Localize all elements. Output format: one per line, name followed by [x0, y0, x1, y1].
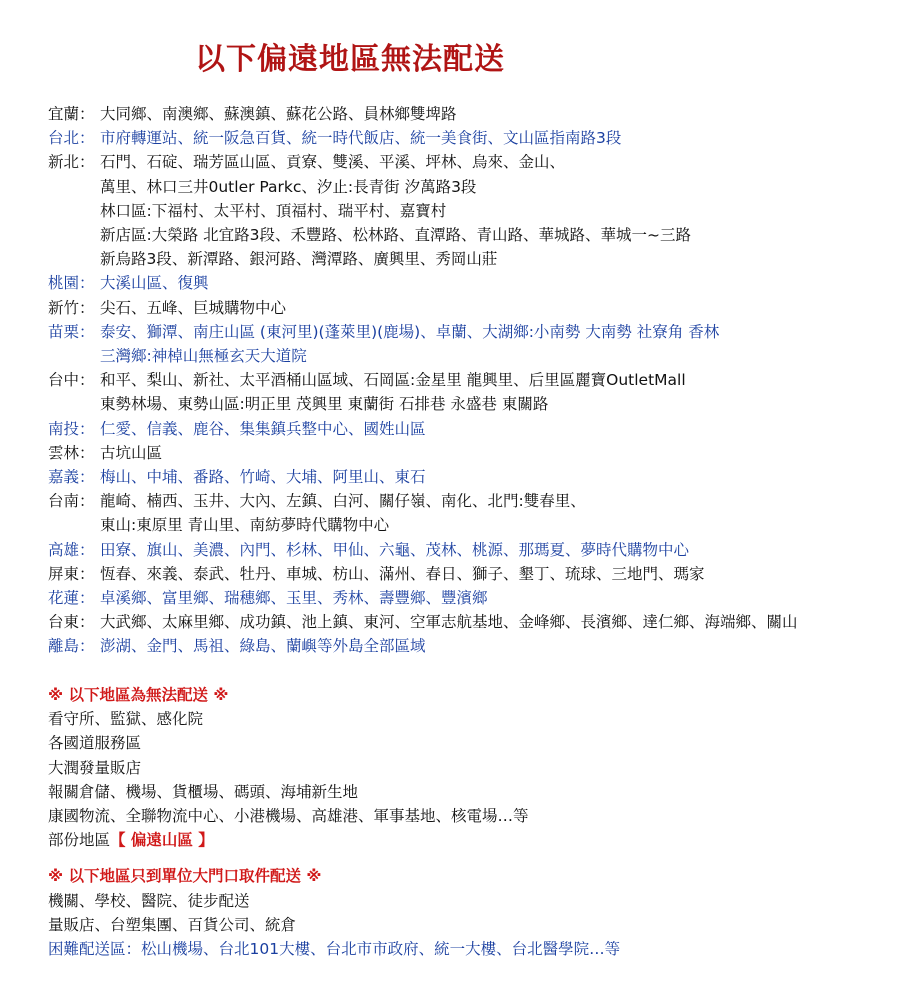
region-row	[48, 223, 898, 247]
region-label	[48, 175, 100, 199]
region-row	[48, 247, 898, 271]
region-label	[48, 223, 100, 247]
page-title: 以下偏遠地區無法配送	[195, 42, 505, 77]
region-label	[48, 344, 100, 368]
notes-section	[48, 683, 898, 961]
region-row	[48, 417, 898, 441]
region-label: 南投：	[48, 419, 95, 438]
region-areas: 恆春、來義、泰武、牡丹、車城、枋山、滿州、春日、獅子、墾丁、琉球、三地門、瑪家	[100, 564, 705, 583]
region-list	[48, 102, 898, 659]
region-areas: 澎湖、金門、馬祖、綠島、蘭嶼等外島全部區域	[100, 637, 426, 656]
region-areas: 三灣鄉:神棹山無極玄天大道院	[100, 347, 307, 366]
region-row	[48, 586, 898, 610]
region-row	[48, 538, 898, 562]
region-label: 台中：	[48, 371, 95, 390]
region-areas: 東山:東原里 青山里、南紡夢時代購物中心	[100, 516, 390, 535]
region-label: 屏東：	[48, 564, 95, 583]
region-areas: 大武鄉、太麻里鄉、成功鎮、池上鎮、東河、空軍志航基地、金峰鄉、長濱鄉、達仁鄉、海端鄉、關山	[100, 613, 798, 632]
region-areas: 石門、石碇、瑞芳區山區、貢寮、雙溪、平溪、坪林、烏來、金山、	[100, 153, 566, 172]
region-areas: 梅山、中埔、番路、竹崎、大埔、阿里山、東石	[100, 468, 426, 487]
gate-delivery-item: 機關、學校、醫院、徒步配送	[48, 891, 250, 910]
region-label: 苗栗：	[48, 322, 95, 341]
region-areas: 仁愛、信義、鹿谷、集集鎮兵整中心、國姓山區	[100, 419, 426, 438]
region-label	[48, 247, 100, 271]
region-label: 台東：	[48, 613, 95, 632]
region-areas: 大溪山區、復興	[100, 274, 209, 293]
region-label: 新北：	[48, 153, 95, 172]
region-row	[48, 562, 898, 586]
region-row	[48, 175, 898, 199]
partial-area-highlight: 【 偏遠山區 】	[110, 831, 214, 850]
region-areas: 泰安、獅潭、南庄山區 (東河里)(蓬萊里)(鹿場)、卓蘭、大湖鄉:小南勢 大南勢 社寮角 香林	[100, 322, 720, 341]
region-row	[48, 199, 898, 223]
partial-area-line	[48, 828, 898, 852]
region-areas: 古坑山區	[100, 443, 163, 462]
region-row	[48, 634, 898, 658]
region-areas: 和平、梨山、新社、太平酒桶山區域、石岡區:金星里 龍興里、后里區麗寶OutletMall	[100, 371, 686, 390]
no-delivery-item: 康國物流、全聯物流中心、小港機場、高雄港、軍事基地、核電場…等	[48, 807, 529, 826]
region-label: 台北：	[48, 129, 95, 148]
region-row	[48, 368, 898, 392]
region-row	[48, 150, 898, 174]
difficult-delivery-label: 困難配送區：	[48, 940, 142, 959]
region-label	[48, 392, 100, 416]
region-row	[48, 513, 898, 537]
region-label: 雲林：	[48, 443, 95, 462]
region-label: 嘉義：	[48, 468, 95, 487]
region-areas: 林口區:下福村、太平村、頂福村、瑞平村、嘉寶村	[100, 201, 447, 220]
region-areas: 卓溪鄉、富里鄉、瑞穗鄉、玉里、秀林、壽豐鄉、豐濱鄉	[100, 589, 488, 608]
gate-delivery-item: 量販店、台塑集團、百貨公司、統倉	[48, 915, 297, 934]
region-label: 離島：	[48, 637, 95, 656]
region-areas: 田寮、旗山、美濃、內門、杉林、甲仙、六龜、茂林、桃源、那瑪夏、夢時代購物中心	[100, 540, 690, 559]
partial-area-prefix: 部份地區	[48, 831, 111, 850]
region-label: 宜蘭：	[48, 105, 95, 123]
region-row	[48, 271, 898, 295]
region-row	[48, 320, 898, 344]
region-areas: 萬里、林口三井0utler Parkc、汐止:長青街 汐萬路3段	[100, 177, 477, 196]
region-row	[48, 610, 898, 634]
region-areas: 尖石、五峰、巨城購物中心	[100, 298, 287, 317]
region-areas: 東勢林場、東勢山區:明正里 茂興里 東蘭街 石排巷 永盛巷 東關路	[100, 395, 549, 414]
region-label: 花蓮：	[48, 589, 95, 608]
difficult-delivery-text: 松山機場、台北101大樓、台北市市政府、統一大樓、台北醫學院…等	[141, 940, 621, 959]
region-label: 台南：	[48, 492, 95, 511]
region-label	[48, 199, 100, 223]
region-row	[48, 441, 898, 465]
region-label: 桃園：	[48, 274, 95, 293]
gate-delivery-heading: ※ 以下地區只到單位大門口取件配送 ※	[48, 867, 322, 886]
no-delivery-item: 看守所、監獄、感化院	[48, 710, 204, 729]
region-row	[48, 465, 898, 489]
no-delivery-heading: ※ 以下地區為無法配送 ※	[48, 686, 229, 704]
difficult-delivery-line	[48, 937, 898, 961]
no-delivery-item: 大潤發量販店	[48, 758, 142, 777]
region-row	[48, 489, 898, 513]
region-row	[48, 126, 898, 150]
region-label: 高雄：	[48, 540, 95, 559]
region-areas: 市府轉運站、統一阪急百貨、統一時代飯店、統一美食街、文山區指南路3段	[100, 129, 622, 148]
region-row	[48, 296, 898, 320]
region-row	[48, 344, 898, 368]
region-areas: 龍崎、楠西、玉井、大內、左鎮、白河、關仔嶺、南化、北門:雙春里、	[100, 492, 586, 511]
region-areas: 新店區:大榮路 北宜路3段、禾豐路、松林路、直潭路、青山路、華城路、華城一~三路	[100, 226, 692, 245]
region-label	[48, 513, 100, 537]
region-row	[48, 392, 898, 416]
region-areas: 新烏路3段、新潭路、銀河路、灣潭路、廣興里、秀岡山莊	[100, 250, 498, 269]
region-areas: 大同鄉、南澳鄉、蘇澳鎮、蘇花公路、員林鄉雙埤路	[100, 105, 457, 123]
region-label: 新竹：	[48, 298, 95, 317]
region-row	[48, 102, 898, 126]
no-delivery-item: 報關倉儲、機場、貨櫃場、碼頭、海埔新生地	[48, 782, 359, 801]
no-delivery-item: 各國道服務區	[48, 734, 142, 753]
